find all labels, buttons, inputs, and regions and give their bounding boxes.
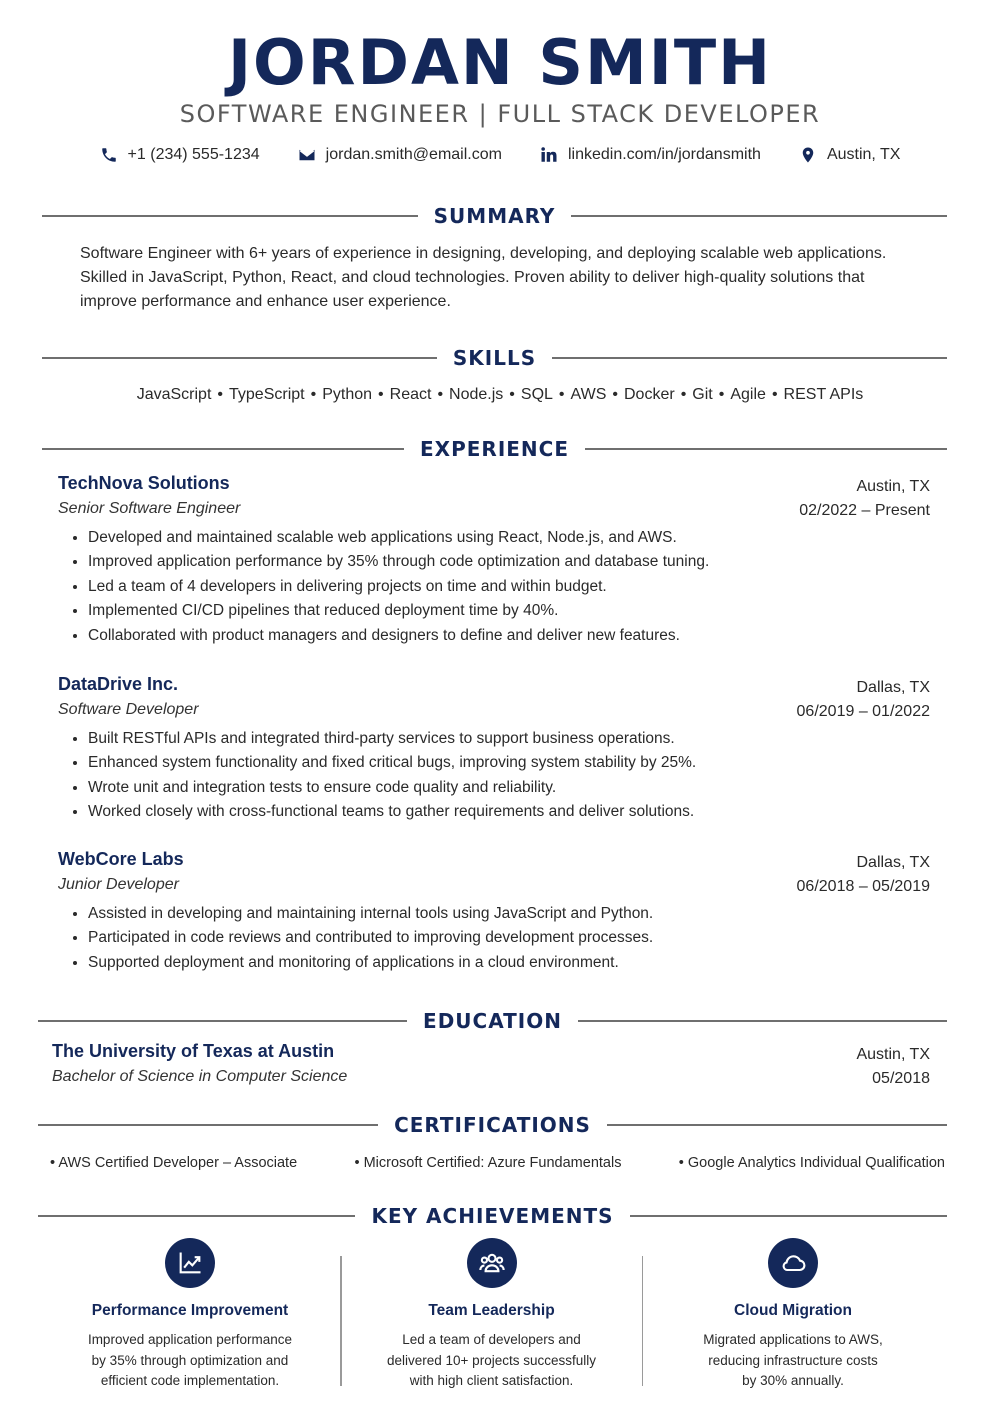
divider — [607, 1124, 947, 1126]
school-name: The University of Texas at Austin — [52, 1041, 335, 1061]
candidate-title: SOFTWARE ENGINEER | FULL STACK DEVELOPER — [179, 100, 821, 128]
achievement-line: by 35% through optimization and — [91, 1352, 289, 1368]
skill-separator: • — [310, 386, 317, 403]
divider — [571, 215, 947, 217]
skill-separator: • — [558, 386, 565, 403]
certification-name: AWS Certified Developer – Associate — [58, 1155, 298, 1171]
skill-separator: • — [680, 386, 687, 403]
summary-line: improve performance and enhance user experience. — [80, 293, 451, 310]
section-title: SUMMARY — [433, 204, 556, 228]
job-role: Junior Developer — [58, 876, 179, 893]
contact-location — [799, 146, 901, 164]
job-location: Dallas, TX — [856, 854, 930, 871]
job-dates: 06/2019 – 01/2022 — [796, 703, 930, 720]
achievement-performance — [40, 1238, 340, 1388]
list-item: • Wrote unit and integration tests to ensure code quality and reliability. — [88, 776, 930, 800]
certifications-list — [50, 1155, 945, 1171]
achievement-badge — [165, 1238, 215, 1288]
achievement-badge — [768, 1238, 818, 1288]
section-title: EXPERIENCE — [420, 437, 569, 461]
job-dates: 06/2018 – 05/2019 — [796, 878, 930, 895]
linkedin-icon — [540, 146, 558, 164]
job-technova — [58, 473, 930, 648]
job-role: Software Developer — [58, 701, 199, 718]
contact-phone[interactable] — [100, 146, 260, 164]
skill-item: React — [389, 386, 432, 403]
certifications-heading — [38, 1110, 947, 1140]
job-meta — [797, 676, 930, 724]
phone-icon — [100, 146, 118, 164]
certification-name: Google Analytics Individual Qualification — [687, 1155, 945, 1171]
email-text: jordan.smith@email.com — [325, 146, 502, 163]
list-item: • Improved application performance by 35% through code optimization and database tuning. — [88, 550, 930, 574]
list-item: • Microsoft Certified: Azure Fundamentals — [354, 1155, 622, 1171]
section-title: SKILLS — [452, 346, 537, 370]
list-item: • AWS Certified Developer – Associate — [50, 1155, 298, 1171]
skill-separator: • — [217, 386, 224, 403]
phone-text: +1 (234) 555-1234 — [127, 146, 260, 163]
skill-item: TypeScript — [229, 386, 305, 403]
divider — [38, 1215, 355, 1217]
section-title: EDUCATION — [423, 1009, 562, 1033]
list-item: • Collaborated with product managers and designers to define and deliver new features. — [88, 624, 930, 648]
chart-icon — [176, 1249, 204, 1277]
skill-item: Python — [322, 386, 373, 403]
achievement-title: Cloud Migration — [734, 1302, 852, 1319]
education-entry — [52, 1041, 930, 1086]
achievement-title: Performance Improvement — [91, 1302, 289, 1319]
skill-separator: • — [378, 386, 384, 403]
contact-email[interactable] — [298, 146, 502, 164]
contact-linkedin[interactable] — [540, 146, 761, 164]
company-name: DataDrive Inc. — [58, 674, 179, 694]
section-title: KEY ACHIEVEMENTS — [371, 1204, 614, 1228]
skill-separator: • — [718, 386, 725, 403]
list-item: • Supported deployment and monitoring of applications in a cloud environment. — [88, 951, 930, 975]
skill-item: Node.js — [449, 386, 504, 403]
list-item: • Participated in code reviews and contributed to improving development processes. — [88, 926, 930, 950]
education-date: 05/2018 — [872, 1070, 930, 1087]
job-datadrive — [58, 674, 930, 825]
education-heading — [38, 1006, 947, 1036]
linkedin-text: linkedin.com/in/jordansmith — [567, 146, 761, 163]
achievement-line: by 30% annually. — [742, 1373, 844, 1388]
list-item: • Google Analytics Individual Qualification — [678, 1155, 945, 1171]
skill-item: Docker — [624, 386, 675, 403]
cloud-icon — [779, 1249, 807, 1277]
job-bullets — [58, 727, 930, 825]
job-bullets — [58, 902, 930, 975]
achievement-title: Team Leadership — [428, 1302, 555, 1319]
skill-item: Git — [692, 386, 713, 403]
list-item: • Led a team of 4 developers in delivering projects on time and within budget. — [88, 575, 930, 599]
achievement-line: delivered 10+ projects successfully — [387, 1352, 596, 1368]
location-text: Austin, TX — [826, 146, 901, 163]
skill-separator: • — [509, 386, 515, 403]
achievement-badge — [467, 1238, 517, 1288]
divider — [42, 357, 437, 359]
skills-heading — [42, 343, 947, 373]
education-meta — [856, 1043, 930, 1091]
mail-icon — [298, 146, 316, 164]
achievement-cloud — [643, 1238, 943, 1388]
achievement-text — [75, 1330, 305, 1392]
divider — [38, 1020, 407, 1022]
list-item: • Implemented CI/CD pipelines that reduced deployment time by 40%. — [88, 599, 930, 623]
summary-line: Skilled in JavaScript, Python, React, and cloud technologies. Proven ability to deliver high-quality solutions that — [80, 269, 865, 286]
achievement-line: Led a team of developers and — [402, 1332, 581, 1347]
team-icon — [478, 1249, 506, 1277]
location-pin-icon — [799, 146, 817, 164]
job-bullets — [58, 526, 930, 648]
job-dates: 02/2022 – Present — [799, 502, 930, 519]
list-item: • Assisted in developing and maintaining internal tools using JavaScript and Python. — [88, 902, 930, 926]
achievement-leadership — [342, 1238, 642, 1388]
company-name: TechNova Solutions — [58, 473, 230, 493]
section-title: CERTIFICATIONS — [394, 1113, 591, 1137]
list-item: • Developed and maintained scalable web applications using React, Node.js, and AWS. — [88, 526, 930, 550]
skill-separator: • — [437, 386, 444, 403]
divider — [630, 1215, 947, 1217]
job-meta — [797, 851, 930, 899]
list-item: • Worked closely with cross-functional teams to gather requirements and deliver solutions. — [88, 800, 930, 824]
achievement-text — [377, 1330, 607, 1392]
divider — [42, 215, 418, 217]
list-item: • Built RESTful APIs and integrated third-party services to support business operations. — [88, 727, 930, 751]
experience-heading — [42, 434, 947, 464]
divider — [552, 357, 947, 359]
job-webcore — [58, 849, 930, 975]
candidate-name: JORDAN SMITH — [227, 26, 773, 99]
skill-item: REST APIs — [783, 386, 864, 403]
skill-item: Agile — [730, 386, 766, 403]
achievement-line: Migrated applications to AWS, — [703, 1332, 883, 1347]
divider — [38, 1124, 378, 1126]
job-location: Austin, TX — [856, 478, 930, 495]
achievement-line: reducing infrastructure costs — [708, 1352, 878, 1368]
skills-list — [0, 386, 1000, 404]
skill-item: SQL — [520, 386, 553, 403]
job-meta — [799, 475, 930, 523]
skill-item: JavaScript — [136, 386, 212, 403]
skill-separator: • — [771, 386, 778, 403]
job-location: Dallas, TX — [856, 679, 930, 696]
skill-separator: • — [612, 386, 618, 403]
degree-name: Bachelor of Science in Computer Science — [52, 1068, 348, 1085]
achievements-row — [40, 1238, 945, 1388]
job-role: Senior Software Engineer — [58, 500, 241, 517]
divider — [578, 1020, 947, 1022]
education-location: Austin, TX — [856, 1046, 930, 1063]
achievement-line: with high client satisfaction. — [409, 1373, 574, 1388]
company-name: WebCore Labs — [58, 849, 184, 869]
certification-name: Microsoft Certified: Azure Fundamentals — [363, 1155, 622, 1171]
achievement-line: Improved application performance — [87, 1332, 293, 1347]
skill-item: AWS — [570, 386, 607, 403]
achievement-text — [678, 1330, 908, 1392]
list-item: • Enhanced system functionality and fixed critical bugs, improving system stability by 25%. — [88, 751, 930, 775]
summary-text — [80, 242, 930, 314]
summary-line: Software Engineer with 6+ years of experience in designing, developing, and deploying scalable web applications. — [80, 245, 887, 262]
contact-bar — [0, 146, 1000, 164]
summary-heading — [42, 201, 947, 231]
divider — [585, 448, 947, 450]
achievement-line: efficient code implementation. — [100, 1373, 280, 1388]
achievements-heading — [38, 1201, 947, 1231]
divider — [42, 448, 404, 450]
